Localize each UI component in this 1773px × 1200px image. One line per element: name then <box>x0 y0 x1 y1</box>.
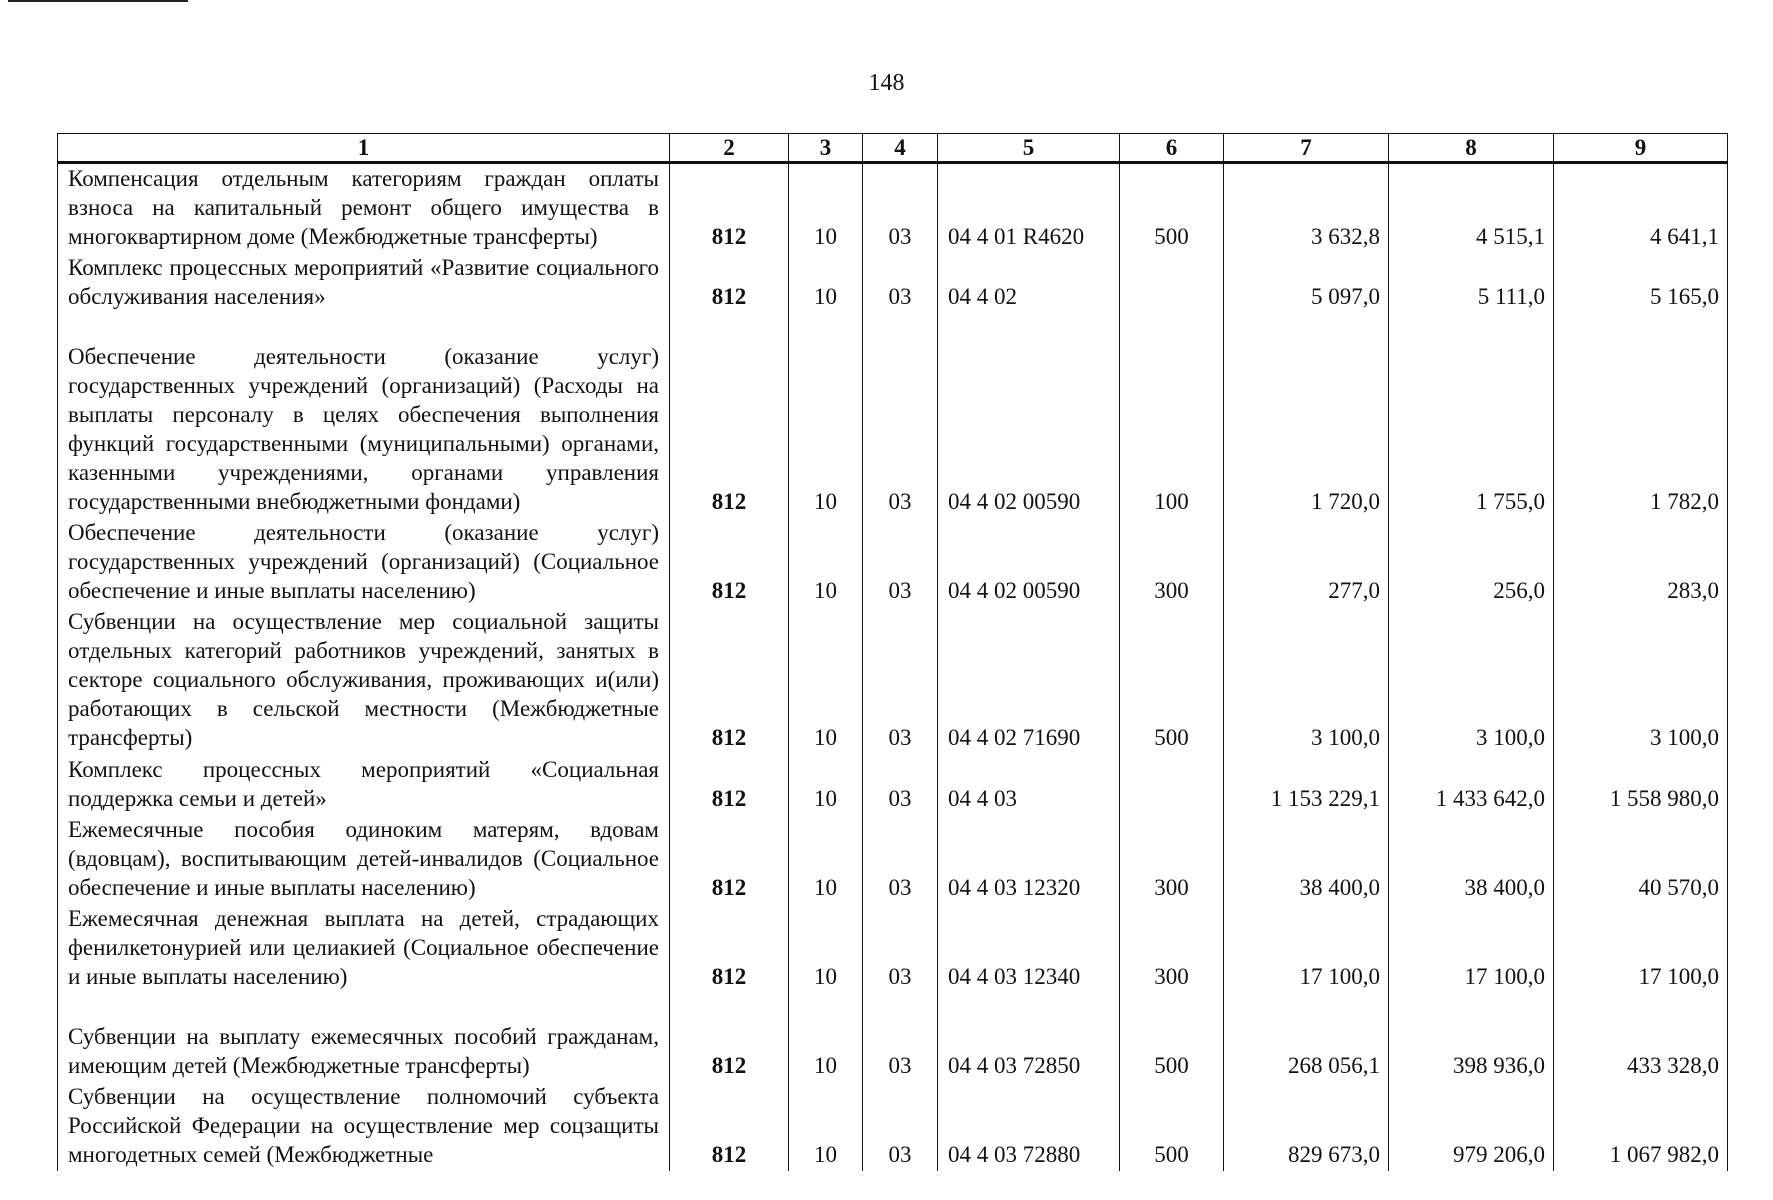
target-article: 04 4 02 <box>938 253 1120 313</box>
expense-type: 300 <box>1120 904 1224 993</box>
amount-col-7: 277,0 <box>1224 518 1389 607</box>
table-row <box>58 993 1728 1082</box>
subsection-code: 03 <box>863 993 938 1082</box>
target-article: 04 4 02 00590 <box>938 518 1120 607</box>
row-description: Субвенции на осуществление полномочий субъекта Российской Федерации на осуществление мер соцзащиты многодетных семей (Межбюджетные <box>58 1082 670 1171</box>
amount-col-9: 433 328,0 <box>1554 993 1728 1082</box>
row-description: Ежемесячные пособия одиноким матерям, вдовам (вдовцам), воспитывающим детей-инвалидов (Социальное обеспечение и иные выплаты населению) <box>58 815 670 904</box>
table-row <box>58 754 1728 815</box>
column-header: 1 <box>58 134 670 163</box>
target-article: 04 4 03 72880 <box>938 1082 1120 1171</box>
section-code: 10 <box>789 904 863 993</box>
target-article: 04 4 03 <box>938 754 1120 815</box>
target-article: 04 4 03 72850 <box>938 993 1120 1082</box>
subsection-code: 03 <box>863 518 938 607</box>
column-header: 5 <box>938 134 1120 163</box>
row-description: Обеспечение деятельности (оказание услуг) государственных учреждений (организаций) (Социальное обеспечение и иные выплаты населению) <box>58 518 670 607</box>
amount-col-7: 1 720,0 <box>1224 313 1389 518</box>
section-code: 10 <box>789 607 863 754</box>
expense-type <box>1120 754 1224 815</box>
row-description: Субвенции на выплату ежемесячных пособий гражданам, имеющим детей (Межбюджетные трансферты) <box>58 993 670 1082</box>
row-description: Комплекс процессных мероприятий «Развитие социального обслуживания населения» <box>58 253 670 313</box>
amount-col-7: 38 400,0 <box>1224 815 1389 904</box>
top-edge-mark <box>8 0 188 2</box>
target-article: 04 4 02 71690 <box>938 607 1120 754</box>
amount-col-7: 3 632,8 <box>1224 163 1389 254</box>
column-header: 7 <box>1224 134 1389 163</box>
row-description: Субвенции на осуществление мер социальной защиты отдельных категорий работников учреждений, занятых в секторе социального обслуживания, проживающих и(или) работающих в сельской местности (Межбюджетные трансферты) <box>58 607 670 754</box>
subsection-code: 03 <box>863 1082 938 1171</box>
section-code: 10 <box>789 163 863 254</box>
ministry-code: 812 <box>670 313 789 518</box>
expense-type: 300 <box>1120 518 1224 607</box>
amount-col-8: 256,0 <box>1389 518 1554 607</box>
column-header: 4 <box>863 134 938 163</box>
column-header: 2 <box>670 134 789 163</box>
target-article: 04 4 02 00590 <box>938 313 1120 518</box>
section-code: 10 <box>789 754 863 815</box>
ministry-code: 812 <box>670 607 789 754</box>
target-article: 04 4 03 12340 <box>938 904 1120 993</box>
section-code: 10 <box>789 993 863 1082</box>
amount-col-9: 4 641,1 <box>1554 163 1728 254</box>
amount-col-8: 17 100,0 <box>1389 904 1554 993</box>
amount-col-8: 979 206,0 <box>1389 1082 1554 1171</box>
amount-col-7: 5 097,0 <box>1224 253 1389 313</box>
ministry-code: 812 <box>670 1082 789 1171</box>
amount-col-8: 1 433 642,0 <box>1389 754 1554 815</box>
row-description: Ежемесячная денежная выплата на детей, страдающих фенилкетонурией или целиакией (Социальное обеспечение и иные выплаты населению) <box>58 904 670 993</box>
amount-col-9: 3 100,0 <box>1554 607 1728 754</box>
amount-col-8: 5 111,0 <box>1389 253 1554 313</box>
amount-col-8: 38 400,0 <box>1389 815 1554 904</box>
row-description: Комплекс процессных мероприятий «Социальная поддержка семьи и детей» <box>58 754 670 815</box>
amount-col-7: 17 100,0 <box>1224 904 1389 993</box>
amount-col-7: 829 673,0 <box>1224 1082 1389 1171</box>
ministry-code: 812 <box>670 253 789 313</box>
subsection-code: 03 <box>863 904 938 993</box>
subsection-code: 03 <box>863 313 938 518</box>
ministry-code: 812 <box>670 163 789 254</box>
amount-col-9: 1 782,0 <box>1554 313 1728 518</box>
section-code: 10 <box>789 815 863 904</box>
amount-col-8: 398 936,0 <box>1389 993 1554 1082</box>
amount-col-9: 5 165,0 <box>1554 253 1728 313</box>
expense-type: 500 <box>1120 607 1224 754</box>
target-article: 04 4 03 12320 <box>938 815 1120 904</box>
amount-col-8: 1 755,0 <box>1389 313 1554 518</box>
ministry-code: 812 <box>670 754 789 815</box>
column-header: 6 <box>1120 134 1224 163</box>
expense-type: 500 <box>1120 163 1224 254</box>
table-row <box>58 815 1728 904</box>
subsection-code: 03 <box>863 815 938 904</box>
table-row <box>58 163 1728 254</box>
amount-col-7: 268 056,1 <box>1224 993 1389 1082</box>
amount-col-8: 3 100,0 <box>1389 607 1554 754</box>
amount-col-9: 1 067 982,0 <box>1554 1082 1728 1171</box>
table-row <box>58 904 1728 993</box>
table-row <box>58 1082 1728 1171</box>
subsection-code: 03 <box>863 163 938 254</box>
section-code: 10 <box>789 253 863 313</box>
row-description: Компенсация отдельным категориям граждан оплаты взноса на капитальный ремонт общего имущества в многоквартирном доме (Межбюджетные трансферты) <box>58 163 670 254</box>
section-code: 10 <box>789 313 863 518</box>
ministry-code: 812 <box>670 993 789 1082</box>
ministry-code: 812 <box>670 904 789 993</box>
subsection-code: 03 <box>863 607 938 754</box>
target-article: 04 4 01 R4620 <box>938 163 1120 254</box>
row-description: Обеспечение деятельности (оказание услуг) государственных учреждений (организаций) (Расходы на выплаты персоналу в целях обеспечения выполнения функций государственными (муниципальными) органами, казенными учреждениями, органами управления государственными внебюджетными фондами) <box>58 313 670 518</box>
amount-col-8: 4 515,1 <box>1389 163 1554 254</box>
table-row <box>58 313 1728 518</box>
table-row <box>58 253 1728 313</box>
column-header: 3 <box>789 134 863 163</box>
amount-col-9: 1 558 980,0 <box>1554 754 1728 815</box>
section-code: 10 <box>789 1082 863 1171</box>
expense-type: 300 <box>1120 815 1224 904</box>
table-row <box>58 607 1728 754</box>
expense-type: 500 <box>1120 1082 1224 1171</box>
budget-table <box>57 133 1728 1171</box>
amount-col-7: 1 153 229,1 <box>1224 754 1389 815</box>
expense-type: 500 <box>1120 993 1224 1082</box>
amount-col-9: 283,0 <box>1554 518 1728 607</box>
expense-type <box>1120 253 1224 313</box>
table-row <box>58 518 1728 607</box>
column-header: 8 <box>1389 134 1554 163</box>
column-header: 9 <box>1554 134 1728 163</box>
ministry-code: 812 <box>670 815 789 904</box>
section-code: 10 <box>789 518 863 607</box>
header-row <box>58 134 1728 163</box>
amount-col-9: 40 570,0 <box>1554 815 1728 904</box>
subsection-code: 03 <box>863 754 938 815</box>
amount-col-9: 17 100,0 <box>1554 904 1728 993</box>
subsection-code: 03 <box>863 253 938 313</box>
expense-type: 100 <box>1120 313 1224 518</box>
amount-col-7: 3 100,0 <box>1224 607 1389 754</box>
ministry-code: 812 <box>670 518 789 607</box>
page-number: 148 <box>868 70 905 96</box>
